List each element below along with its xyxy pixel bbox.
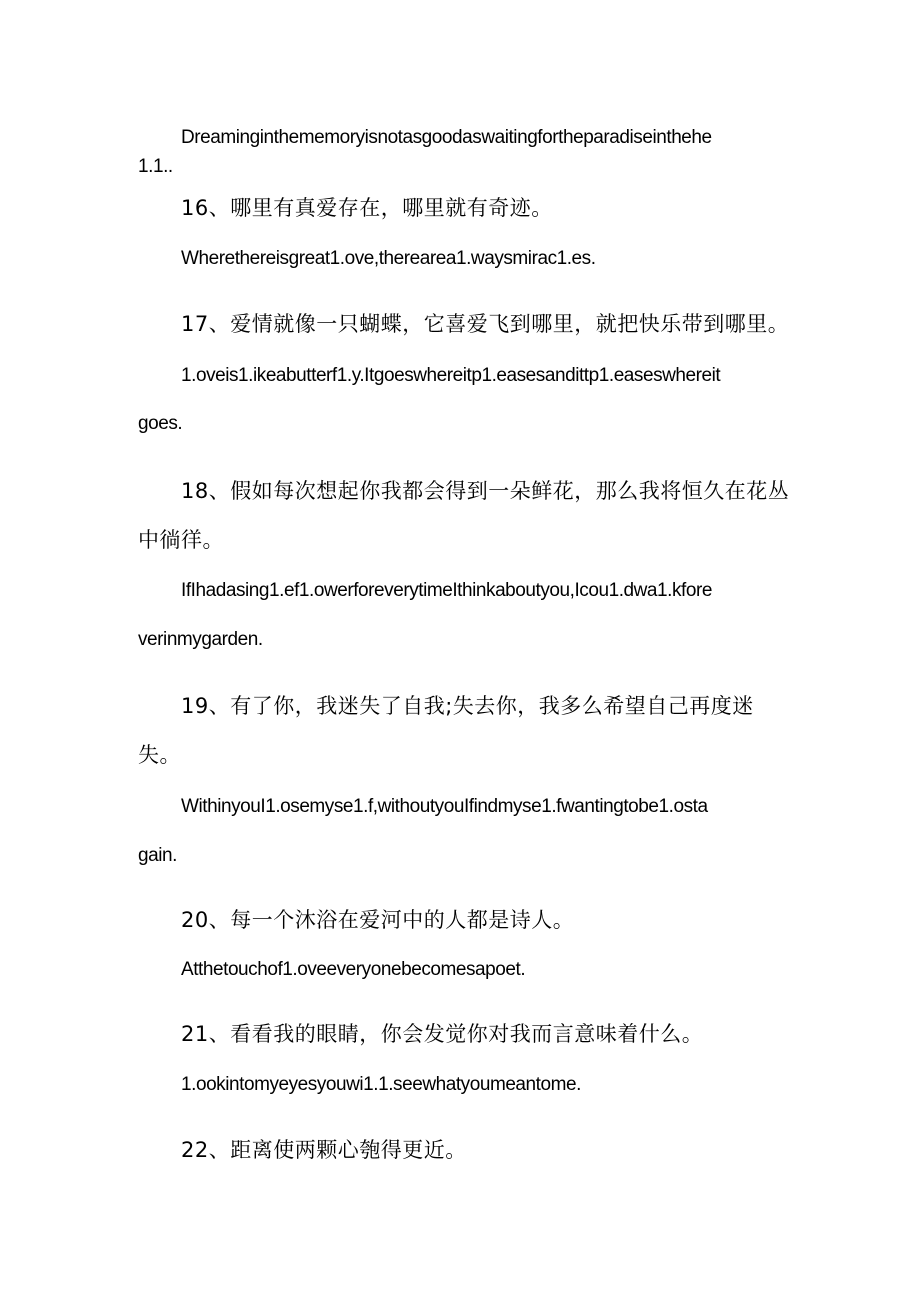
text-line-20: 22、距离使两颗心匏得更近。 (181, 1138, 467, 1162)
text-line-19: 1.ookintomyeyesyouwi1.1.seewhatyoumeantome. (181, 1074, 581, 1095)
text-line-15: gain. (138, 845, 177, 866)
text-line-13: 失。 (138, 743, 181, 767)
text-line-12: 19、有了你，我迷失了自我;失去你，我多么希望自己再度迷 (181, 694, 754, 718)
text-line-1: Dreaminginthememoryisnotasgoodaswaitingfortheparadiseinthehe (181, 127, 712, 148)
text-line-10: IfIhadasing1.ef1.owerforeverytimeIthinkaboutyou,Icou1.dwa1.kfore (181, 580, 712, 601)
text-line-11: verinmygarden. (138, 629, 263, 650)
text-line-14: WithinyouI1.osemyse1.f,withoutyouIfindmyse1.fwantingtobe1.osta (181, 796, 708, 817)
text-line-7: goes. (138, 413, 183, 434)
text-line-16: 20、每一个沐浴在爱河中的人都是诗人。 (181, 908, 575, 932)
text-line-8: 18、假如每次想起你我都会得到一朵鲜花，那么我将恒久在花丛 (181, 479, 790, 503)
text-line-5: 17、爱情就像一只蝴蝶，它喜爱飞到哪里，就把快乐带到哪里。 (181, 312, 790, 336)
text-line-2: 1.1.. (138, 156, 173, 177)
text-line-6: 1.oveis1.ikeabutterf1.y.Itgoeswhereitp1.easesandittp1.easeswhereit (181, 365, 721, 386)
text-line-17: Atthetouchof1.oveeveryonebecomesapoet. (181, 959, 526, 980)
text-line-4: Wherethereisgreat1.ove,therearea1.waysmirac1.es. (181, 248, 596, 269)
text-line-3: 16、哪里有真爱存在，哪里就有奇迹。 (181, 196, 553, 220)
text-line-9: 中徜徉。 (138, 528, 224, 552)
text-line-18: 21、看看我的眼睛，你会发觉你对我而言意味着什么。 (181, 1022, 704, 1046)
